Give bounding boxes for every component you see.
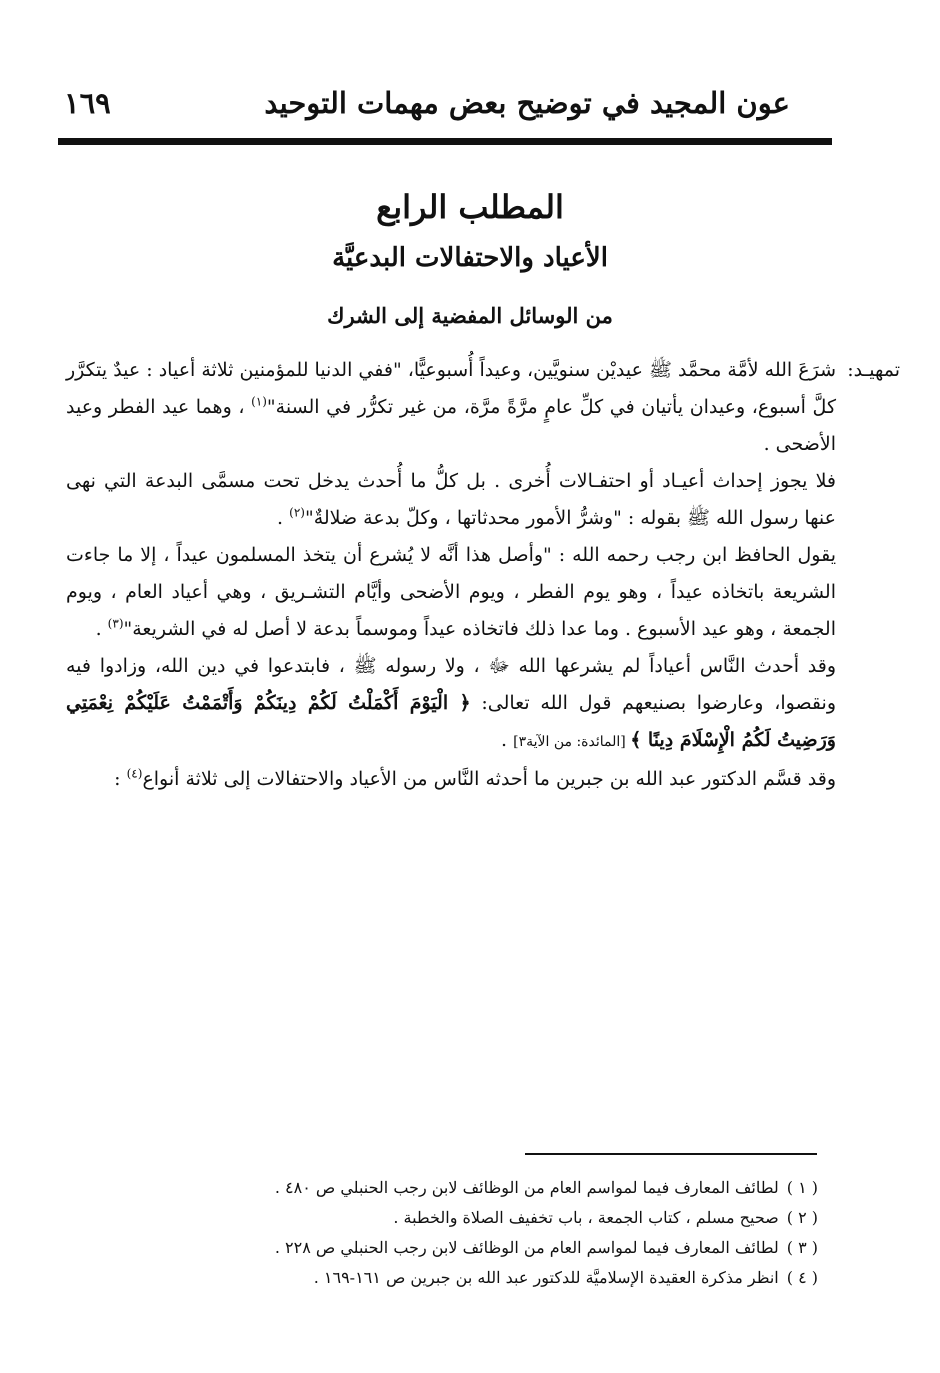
footnote: ( ١ )لطائف المعارف فيما لمواسم العام من الوظائف لابن رجب الحنبلي ص ٤٨٠ .	[274, 1178, 818, 1197]
body-text	[66, 352, 836, 798]
page-number: ١٦٩	[64, 86, 111, 120]
footnote: ( ٤ )انظر مذكرة العقيدة الإسلاميَّة للدكتور عبد الله بن جبرين ص ١٦١-١٦٩ .	[313, 1268, 818, 1287]
intro-label: تمهيـد:	[847, 359, 900, 381]
chapter-subheading: من الوسائل المفضية إلى الشرك	[327, 303, 613, 328]
paragraph: فلا يجوز إحداث أعيـاد أو احتفـالات أُخرى . بل كلُّ ما أُحدث يدخل تحت مسمَّى البدعة التي نهى عنها رسول الله ﷺ بقوله : "وشرُّ الأمور محدثاتها ، وكلّ بدعة ضلالةٌ"$^{(٢)}$ .	[66, 470, 836, 529]
footnote-ref[interactable]: (٢)	[289, 505, 305, 520]
chapter-heading: الأعياد والاحتفالات البدعيَّة	[332, 243, 608, 273]
verse-reference: [المائدة: من الآية٣]	[513, 734, 631, 750]
paragraph: شرَعَ الله لأمَّة محمَّد ﷺ عيديْن سنويَّين، وعيداً أُسبوعيًّا، "ففي الدنيا للمؤمنين ثلاثة أعياد : عيدٌ يتكرَّر كلَّ أسبوع، وعيدان يأتيان في كلِّ عامٍ مرَّةً مرَّة، من غير تكرُّر في السنة"$^{(١)}$ ، وهما عيد الفطر وعيد الأضحى .	[65, 359, 836, 455]
footnote-ref[interactable]: (١)	[251, 394, 267, 409]
running-title: عون المجيد في توضيح بعض مهمات التوحيد	[264, 86, 790, 120]
paragraph: وقد قسَّم الدكتور عبد الله بن جبرين ما أحدثه النَّاس من الأعياد والاحتفالات إلى ثلاثة أنواع$^{(٤)}$ :	[114, 766, 836, 790]
footnote-ref[interactable]: (٤)	[126, 766, 143, 781]
footnote-ref[interactable]: (٣)	[107, 616, 124, 631]
footnote: ( ٣ )لطائف المعارف فيما لمواسم العام من الوظائف لابن رجب الحنبلي ص ٢٢٨ .	[274, 1238, 818, 1257]
quran-verse: ﴿ الْيَوْمَ أَكْمَلْتُ لَكُمْ دِينَكُمْ وَأَتْمَمْتُ عَلَيْكُمْ نِعْمَتِي وَرَضِيتُ لَكُمُ الْإِسْلَامَ دِينًا ﴾	[66, 692, 836, 751]
footnote-rule	[525, 1153, 817, 1155]
header-rule	[58, 138, 832, 145]
footnotes	[118, 1173, 818, 1293]
footnote: ( ٢ )صحيح مسلم ، كتاب الجمعة ، باب تخفيف الصلاة والخطبة .	[393, 1208, 818, 1227]
section-title: المطلب الرابع	[376, 188, 564, 226]
paragraph: وقد أحدث النَّاس أعياداً لم يشرعها الله ﷻ ، ولا رسوله ﷺ ، فابتدعوا في دين الله، وزادوا فيه ونقصوا، وعارضوا بصنيعهم قول الله تعالى: ﴿ الْيَوْمَ أَكْمَلْتُ لَكُمْ دِينَكُمْ وَأَتْمَمْتُ عَلَيْكُمْ نِعْمَتِي وَرَضِيتُ لَكُمُ الْإِسْلَامَ دِينًا ﴾ [المائدة: من الآية٣] .	[66, 655, 836, 751]
paragraph: يقول الحافظ ابن رجب رحمه الله : "وأصل هذا أنَّه لا يُشرع أن يتخذ المسلمون عيداً ، إلا ما جاءت الشريعة باتخاذه عيداً ، وهو يوم الفطر ، ويوم الأضحى وأيَّام التشـريق ، وهي أعياد العام ، ويوم الجمعة ، وهو عيد الأسبوع . وما عدا ذلك فاتخاذه عيداً وموسماً بدعة لا أصل له في الشريعة"$^{(٣)}$ .	[66, 544, 836, 640]
